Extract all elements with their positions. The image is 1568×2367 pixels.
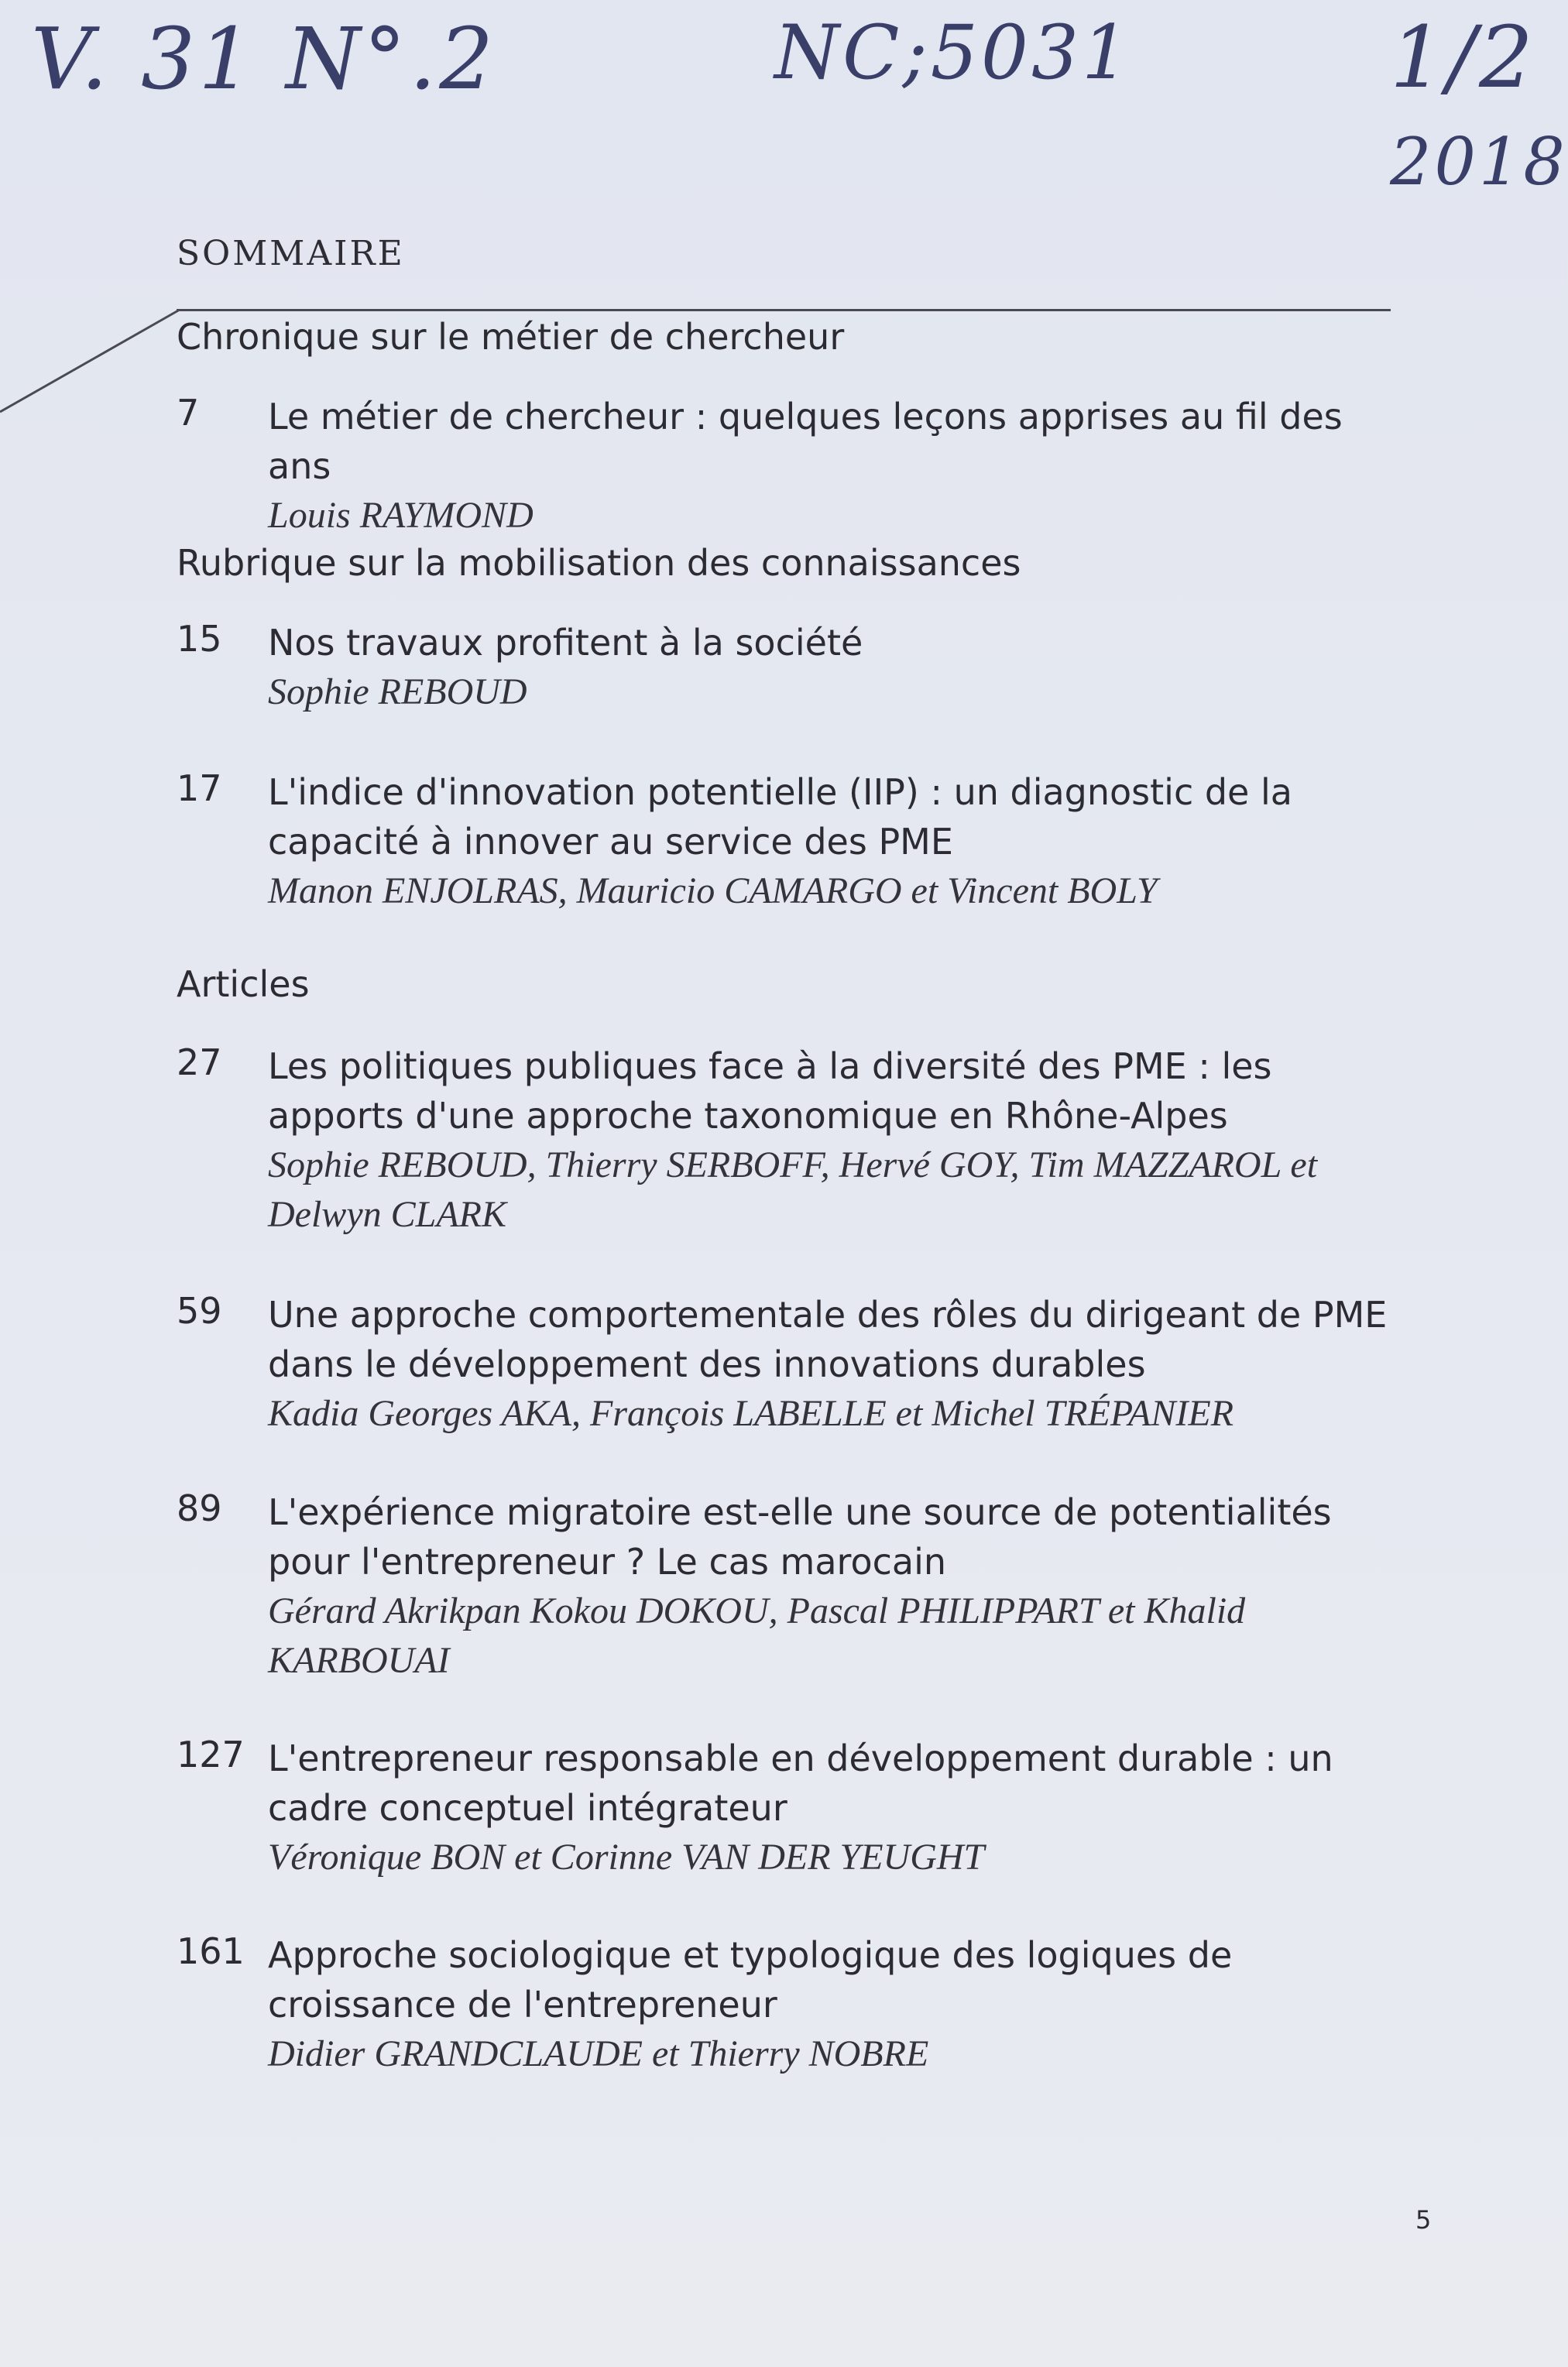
entry-page-number: 7 xyxy=(177,392,200,434)
handwritten-volume-note: V. 31 N°.2 xyxy=(31,9,497,108)
entry-authors: Sophie REBOUD xyxy=(268,671,527,712)
handwritten-year-note: 2018 xyxy=(1390,124,1568,200)
decorative-rule-corner xyxy=(0,0,186,434)
section-chronique: Chronique sur le métier de chercheur xyxy=(177,316,845,358)
entry-title: Approche sociologique et typologique des logiques de croissance de l'entrepreneur xyxy=(268,1934,1233,2026)
entry-authors: Véronique BON et Corinne VAN DER YEUGHT xyxy=(268,1837,985,1878)
heading-rule xyxy=(177,309,1391,311)
page-number: 5 xyxy=(1415,2205,1432,2235)
entry-title: Une approche comportementale des rôles du dirigeant de PME dans le développement des innovations durables xyxy=(268,1294,1388,1385)
entry-authors: Kadia Georges AKA, François LABELLE et Michel TRÉPANIER xyxy=(268,1393,1234,1434)
entry-authors: Didier GRANDCLAUDE et Thierry NOBRE xyxy=(268,2033,929,2074)
handwritten-catalog-note: NC;5031 xyxy=(774,9,1133,96)
entry-authors: Manon ENJOLRAS, Mauricio CAMARGO et Vincent BOLY xyxy=(268,870,1158,911)
entry-page-number: 17 xyxy=(177,767,222,809)
entry-authors: Louis RAYMOND xyxy=(268,495,534,536)
section-articles: Articles xyxy=(177,963,310,1005)
entry-title: L'entrepreneur responsable en développement durable : un cadre conceptuel intégrateur xyxy=(268,1738,1333,1829)
entry-page-number: 89 xyxy=(177,1487,222,1529)
entry-page-number: 127 xyxy=(177,1734,245,1775)
entry-title: Les politiques publiques face à la diversité des PME : les apports d'une approche taxonomique en Rhône-Alpes xyxy=(268,1045,1272,1137)
entry-title: L'expérience migratoire est-elle une source de potentialités pour l'entrepreneur ? Le cas marocain xyxy=(268,1491,1332,1583)
entry-title: L'indice d'innovation potentielle (IIP) : un diagnostic de la capacité à innover au service des PME xyxy=(268,771,1292,863)
entry-authors: Sophie REBOUD, Thierry SERBOFF, Hervé GOY, Tim MAZZAROL et Delwyn CLARK xyxy=(268,1144,1318,1235)
entry-title: Le métier de chercheur : quelques leçons apprises au fil des ans xyxy=(268,396,1343,487)
entry-title: Nos travaux profitent à la société xyxy=(268,622,863,664)
entry-page-number: 59 xyxy=(177,1290,222,1332)
entry-page-number: 27 xyxy=(177,1041,222,1083)
entry-page-number: 161 xyxy=(177,1930,245,1972)
entry-authors: Gérard Akrikpan Kokou DOKOU, Pascal PHILIPPART et Khalid KARBOUAI xyxy=(268,1590,1246,1681)
section-rubrique: Rubrique sur la mobilisation des connaissances xyxy=(177,542,1021,584)
toc-heading: SOMMAIRE xyxy=(177,234,405,273)
handwritten-fraction-note: 1/2 xyxy=(1390,8,1537,107)
entry-page-number: 15 xyxy=(177,618,222,660)
